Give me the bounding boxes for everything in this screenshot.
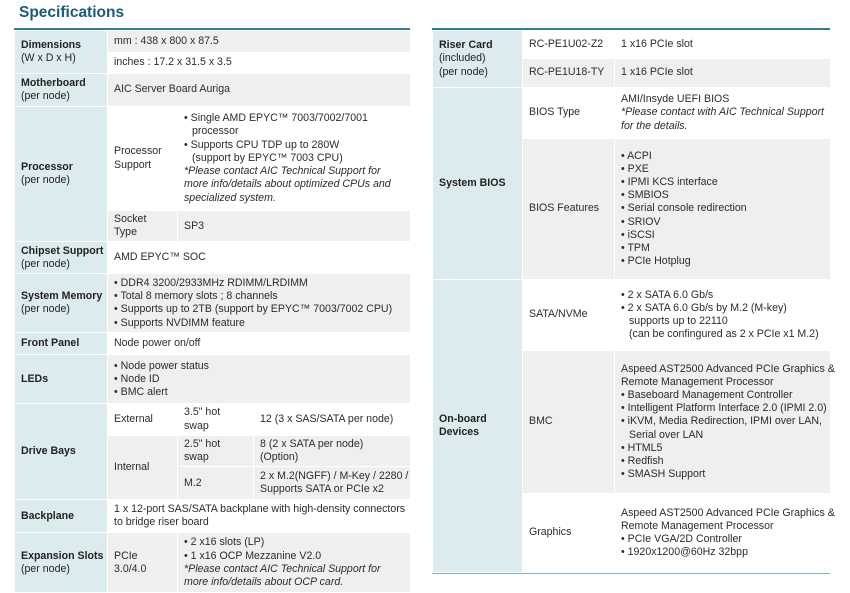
riser-2-name: RC-PE1U18-TY <box>523 59 615 88</box>
motherboard-value: AIC Server Board Auriga <box>108 74 411 107</box>
backplane-value: 1 x 12-port SAS/SATA backplane with high-density connectors to bridge riser board <box>108 500 411 533</box>
front-panel-value: Node power on/off <box>108 333 411 355</box>
chipset-label: Chipset Support (per node) <box>15 242 108 274</box>
right-spec-table <box>432 30 835 573</box>
motherboard-label: Motherboard (per node) <box>15 74 108 107</box>
backplane-label: Backplane <box>15 500 108 533</box>
chipset-value: AMD EPYC™ SOC <box>108 242 411 274</box>
front-panel-label: Front Panel <box>15 333 108 355</box>
riser-1-value: 1 x16 PCIe slot <box>615 31 831 59</box>
graphics-label: Graphics <box>523 494 615 573</box>
graphics-value: Aspeed AST2500 Advanced PCIe Graphics & Remote Management Processor • PCIe VGA/2D Controller • 1920x1200@60Hz 32bpp <box>615 494 831 573</box>
drive-internal-label: Internal <box>108 435 178 499</box>
drive-internal-25-type: 2.5" hot swap <box>178 435 254 466</box>
bios-type-value: AMI/Insyde UEFI BIOS *Please contact with AIC Technical Support for the details. <box>615 88 831 139</box>
bios-features-value: • ACPI • PXE • IPMI KCS interface • SMBIOS • Serial console redirection • SRIOV • iSCSI • TPM • PCIe Hotplug <box>615 139 831 280</box>
leds-label: LEDs <box>15 355 108 404</box>
riser-2-value: 1 x16 PCIe slot <box>615 59 831 88</box>
leds-value: • Node power status • Node ID • BMC alert <box>108 355 411 404</box>
socket-type-label: Socket Type <box>108 211 178 242</box>
expansion-bus: PCIe 3.0/4.0 <box>108 533 178 593</box>
processor-support-value: • Single AMD EPYC™ 7003/7002/7001 processor • Supports CPU TDP up to 280W (support by EPYC™ 7003 CPU) *Please contact AIC Technical Support for more info/details about optimized CPUs and specialized system. <box>178 107 411 211</box>
drive-internal-m2-type: M.2 <box>178 467 254 500</box>
drive-external-value: 12 (3 x SAS/SATA per node) <box>254 404 411 435</box>
drive-bays-label: Drive Bays <box>15 404 108 500</box>
left-spec-table <box>14 30 411 593</box>
expansion-value: • 2 x16 slots (LP) • 1 x16 OCP Mezzanine V2.0 *Please contact AIC Technical Support for more info/details about OCP card. <box>178 533 411 593</box>
onboard-devices-label: On-board Devices <box>433 280 523 573</box>
drive-internal-25-value: 8 (2 x SATA per node) (Option) <box>254 435 411 466</box>
sata-nvme-value: • 2 x SATA 6.0 Gb/s • 2 x SATA 6.0 Gb/s by M.2 (M-key) supports up to 22110 (can be confingured as 2 x PCIe x1 M.2) <box>615 280 831 351</box>
riser-card-label: Riser Card (included) (per node) <box>433 31 523 88</box>
expansion-slots-label: Expansion Slots (per node) <box>15 533 108 593</box>
dimensions-inches: inches : 17.2 x 31.5 x 3.5 <box>108 53 411 74</box>
drive-internal-m2-value: 2 x M.2(NGFF) / M-Key / 2280 / Supports SATA or PCIe x2 <box>254 467 411 500</box>
processor-label: Processor (per node) <box>15 107 108 242</box>
bmc-label: BMC <box>523 351 615 494</box>
drive-external-label: External <box>108 404 178 435</box>
dimensions-label: Dimensions (W x D x H) <box>15 31 108 74</box>
system-bios-label: System BIOS <box>433 88 523 280</box>
riser-1-name: RC-PE1U02-Z2 <box>523 31 615 59</box>
dimensions-mm: mm : 438 x 800 x 87.5 <box>108 31 411 53</box>
system-memory-value: • DDR4 3200/2933MHz RDIMM/LRDIMM • Total 8 memory slots ; 8 channels • Supports up to 2TB (support by EPYC™ 7003/7002 CPU) • Supports NVDIMM feature <box>108 274 411 333</box>
bmc-value: Aspeed AST2500 Advanced PCIe Graphics & Remote Management Processor • Baseboard Management Controller • Intelligent Platform Interface 2.0 (IPMI 2.0) • iKVM, Media Redirection, IPMI over LAN, Serial over LAN • HTML5 • Redfish • SMASH Support <box>615 351 831 494</box>
processor-support-label: Processor Support <box>108 107 178 211</box>
drive-external-type: 3.5" hot swap <box>178 404 254 435</box>
sata-nvme-label: SATA/NVMe <box>523 280 615 351</box>
bios-type-label: BIOS Type <box>523 88 615 139</box>
bios-features-label: BIOS Features <box>523 139 615 280</box>
system-memory-label: System Memory (per node) <box>15 274 108 333</box>
page-title: Specifications <box>19 4 125 21</box>
socket-type-value: SP3 <box>178 211 411 242</box>
